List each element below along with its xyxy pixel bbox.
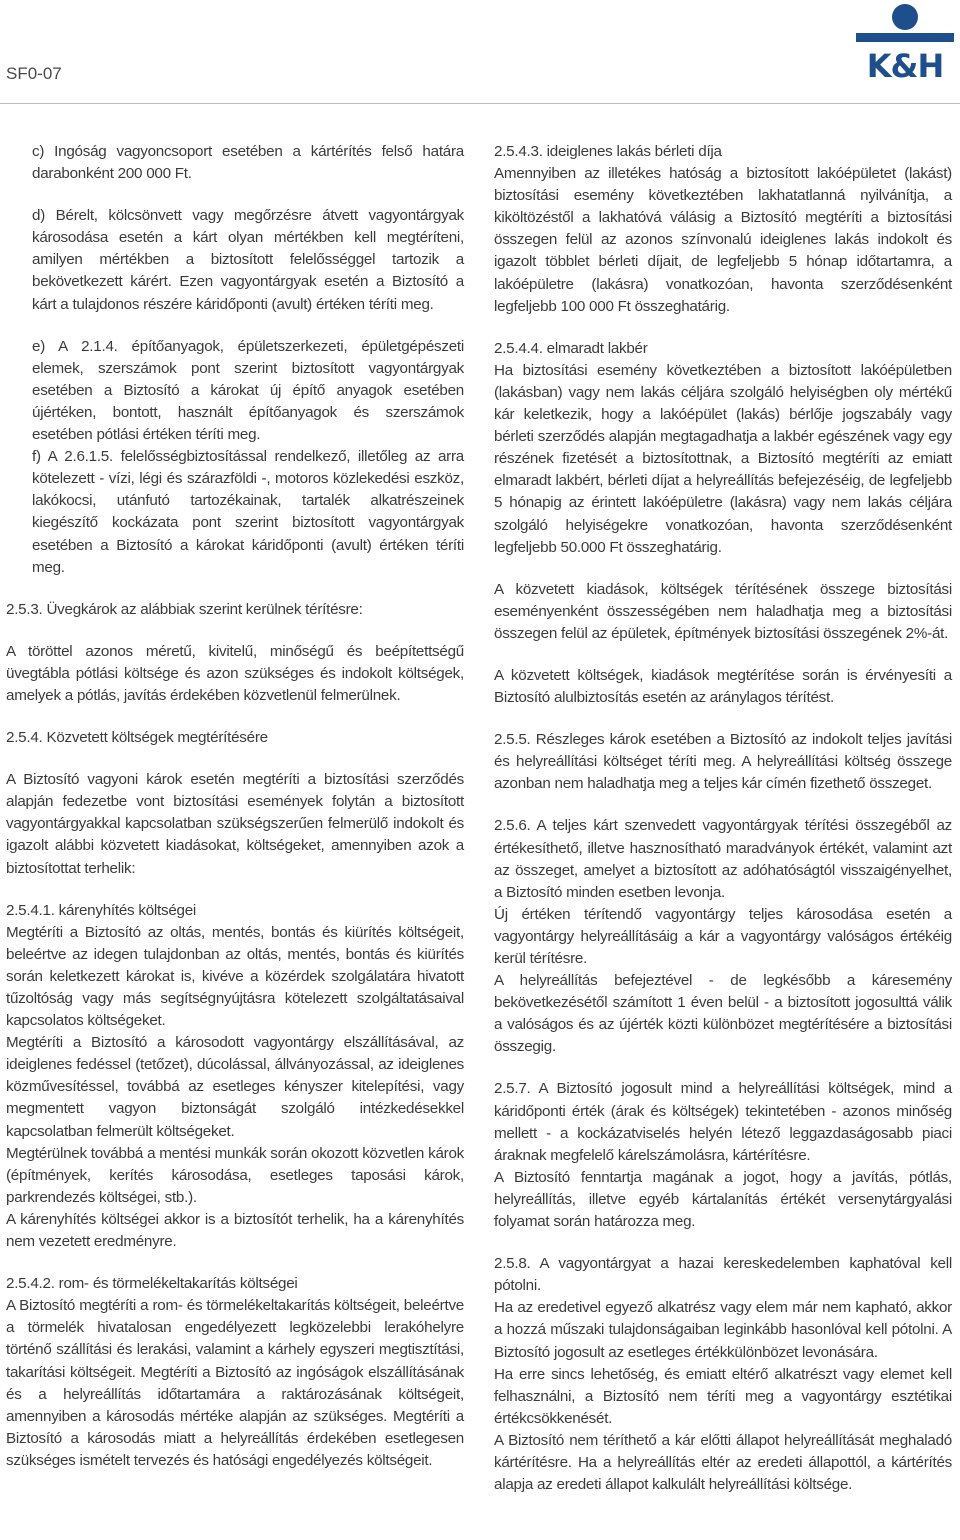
indirect-costs-limit: A közvetett kiadások, költségek térítésének összege biztosítási eseményenként összességében nem haladhatja meg a biztosítási összegen felül az épületek, építmények biztosítási összegének 2%-át. [494,580,952,642]
section-2-5-4-1-para-1: Megtéríti a Biztosító az oltás, mentés, bontás és kiürítés költségeit, beleértve az idegen tulajdonban az oltás, mentés, bontás és kiürítés során keletkezett károkat is, kivéve a közérdek szolgálatára hivatott tűzoltóság vagy más segítségnyújtásra kötelezett szolgáltatásaival kapcsolatos költségeket. [6,923,464,1030]
section-2-5-4-2-para-1: A Biztosító megtéríti a rom- és törmelékeltakarítás költségeit, beleértve a törmelék hivatalosan engedélyezett legközelebbi lerakóhelyre történő szállítási és lerakási, valamint a kárhely egyszeri megtisztítási, takarítási költségeit. Megtéríti a Biztosító az ingóságok elszállításának és a helyreállítás időtartamára a raktározásának költségeit, amennyiben a károsodás mértéke alapján az szükséges. Megtéríti a Biztosító a károsodás miatt a helyreállítás érdekében esetlegesen szükséges ismételt tervezés és hatósági engedélyezés költségeit. [6,1297,464,1469]
section-2-5-8-para-3: Ha erre sincs lehetőség, és emiatt eltérő alkatrészt vagy elemet kell felhasználni, a Biztosító nem téríti meg a vagyontárgy esztétikai értékcsökkenését. [494,1365,952,1427]
header-divider [0,103,960,104]
section-2-5-4-4-title: 2.5.4.4. elmaradt lakbér [494,339,648,357]
kh-logo [853,2,957,80]
section-2-5-6-para-1: 2.5.6. A teljes kárt szenvedett vagyontárgyak térítési összegéből az értékesíthető, illetve hasznosítható maradványok értékét, valamint azt az összeget, amelyet a biztosított az adóhatóságtól visszaigényelhet, a Biztosító minden esetben levonja. [494,817,952,901]
section-2-5-8-para-4: A Biztosító nem téríthető a kár előtti állapot helyreállítását meghaladó kártérítésre. Ha a helyreállítás eltér az eredeti állapottól, a kártérítés alapja az eredeti állapot kalkulált helyreállítási költsége. [494,1431,952,1494]
section-2-5-8-para-2: Ha az eredetivel egyező alkatrész vagy elem már nem kapható, akkor a hozzá műszaki tulajdonságaiban leginkább hasonlóval kell pótolni. A Biztosító jogosult az esetleges értékkülönbözet levonására. [494,1299,952,1361]
item-c: c) Ingóság vagyoncsoport esetében a kártérítés felső határa darabonként 200 000 Ft. [32,143,464,183]
section-2-5-4-1-para-2: Megtéríti a Biztosító a károsodott vagyontárgy elszállításával, az ideiglenes fedéssel (tetőzet), dúcolással, állványozással, az ideiglenes közművesítéssel, továbbá az esetleges kényszer kitelepítési, vagy megmentett vagyon biztonságát szolgáló intézkedésekkel kapcsolatban felmerült költségeket. [6,1034,464,1140]
section-2-5-5: 2.5.5. Részleges károk esetében a Biztosító az indokolt teljes javítási és helyreállítási költséget téríti meg. A helyreállítási költség összege azonban nem haladhatja meg a teljes kár címén fizethető összeget. [494,731,952,793]
section-2-5-4-4-para-1: Ha biztosítási esemény következtében a biztosított lakóépületben (lakásban) vagy nem lakás céljára szolgáló helyiségben oly mértékű kár keletkezik, hogy a lakóépület (lakás) bérlője jogszabály vagy bérleti szerződés alapján megtagadhatja a lakbér egészének vagy egy részének fizetését a biztosítottnak, a Biztosító megtéríti az emiatt elmaradt lakbért, bérleti díjat a helyreállítás befejezéséig, de legfeljebb 5 hónapig az érintett lakóépületre (lakásra) vagy nem lakás céljára szolgáló helyiségekre vonatkozóan, havonta szerződésenként legfeljebb 50.000 Ft összeghatárig. [494,361,952,556]
indirect-costs-proportional: A közvetett költségek, kiadások megtérítése során is érvényesíti a Biztosító alulbiztosítás esetén az aránylagos térítést. [494,666,952,707]
section-2-5-7-para-2: A Biztosító fenntartja magának a jogot, hogy a javítás, pótlás, helyreállítás, illetve egyéb kártalanítás értékét versenytárgyalási folyamat során határozza meg. [494,1168,952,1231]
section-2-5-4-title: 2.5.4. Közvetett költségek megtérítésére [6,729,268,747]
page-header [0,0,960,104]
section-2-5-3-text: A töröttel azonos méretű, kivitelű, minőségű és beépítettségű üvegtábla pótlási költsége és azon szükséges és indokolt költségek, amelyek a pótlás, javítás érdekében közvetlenül felmerülnek. [6,642,464,704]
section-2-5-4-text: A Biztosító vagyoni károk esetén megtéríti a biztosítási szerződés alapján fedezetbe vont biztosítási események folytán a biztosított vagyontárgyakkal kapcsolatban szükségszerűen felmerülő indokolt és igazolt alábbi közvetett kiadásokat, költségeket, amennyiben azok a biztosítottat terhelik: [6,771,464,877]
section-2-5-6-para-2: Új értéken térítendő vagyontárgy teljes károsodása esetén a vagyontárgy helyreállításáig a kár a vagyontárgy valóságos értékéig kerül térítésre. [494,905,952,967]
left-column [6,141,464,1472]
item-e: e) A 2.1.4. építőanyagok, épületszerkezeti, épületgépészeti elemek, szerszámok pont szerint biztosított vagyontárgyak esetében a Biztosító a károkat új építő anyagok esetében újértéken, bontott, használt építőanyagok és szerszámok esetében pótlási értéken téríti meg. [32,337,464,444]
section-2-5-4-3-title: 2.5.4.3. ideiglenes lakás bérleti díja [494,143,722,160]
section-2-5-6-para-3: A helyreállítás befejeztével - de legkésőbb a káresemény bekövetkezésétől számított 1 éven belül - a biztosított jogosulttá válik a valóságos és az újérték közti különbözet megtérítésére a biztosítási összegig. [494,972,952,1056]
item-d: d) Bérelt, kölcsönvett vagy megőrzésre átvett vagyontárgyak károsodása esetén a kárt olyan mértékben kell megtéríteni, amilyen mértékben a biztosított felelősséggel tartozik a bekövetkezett kárért. Ezen vagyontárgyak esetén a Biztosító a kárt a tulajdonos részére káridőponti (avult) értéken téríti meg. [32,207,464,313]
logo-wordmark: K&H [866,47,944,80]
section-2-5-4-2-title: 2.5.4.2. rom- és törmelékeltakarítás költségei [6,1275,298,1293]
section-2-5-7-para-1: 2.5.7. A Biztosító jogosult mind a helyreállítási költségek, mind a káridőponti érték (árak és költségek) tekintetében - azonos minőség mellett - a kockázatviselés helyén létező leggazdaságosabb piaci áraknak megfelelő kárelszámolásra, kártérítésre. [494,1080,952,1164]
section-2-5-4-1-para-4: A kárenyhítés költségei akkor is a biztosítót terhelik, ha a kárenyhítés nem vezetett eredményre. [6,1210,464,1251]
right-column [494,141,952,1496]
section-2-5-4-1-title: 2.5.4.1. kárenyhítés költségei [6,901,197,919]
section-2-5-4-1-para-3: Megtérülnek továbbá a mentési munkák során okozott közvetlen károk (építmények, kerítés károsodása, esetleges taposási károk, parkrendezés költségei, stb.). [6,1144,464,1206]
section-2-5-3-title: 2.5.3. Üvegkárok az alábbiak szerint kerülnek térítésre: [6,600,363,618]
document-code: SF0-07 [6,64,62,83]
item-f: f) A 2.6.1.5. felelősségbiztosítással rendelkező, illetőleg az arra kötelezett - vízi, légi és szárazföldi -, motoros közlekedési eszköz, lakókocsi, utánfutó tartozékainak, tartalék alkatrészeinek kiegészítő kockázata pont szerint biztosított vagyontárgyak esetében a Biztosító a károkat káridőponti (avult) értéken téríti meg. [32,448,464,576]
section-2-5-4-3-para-1: Amennyiben az illetékes hatóság a biztosított lakóépületet (lakást) biztosítási esemény következtében lakhatatlanná nyilvánítja, a kiköltözéstől a lakhatóvá válásig a Biztosító megtéríti a biztosítási összegen felül az azonos színvonalú ideiglenes lakás indokolt és igazolt többlet bérleti díjait, de legfeljebb 5 hónap időtartamra, a lakóépületre (lakásra) vonatkozóan, havonta szerződésenként legfeljebb 100 000 Ft összeghatárig. [494,165,952,315]
section-2-5-8-para-1: 2.5.8. A vagyontárgyat a hazai kereskedelemben kaphatóval kell pótolni. [494,1255,952,1295]
